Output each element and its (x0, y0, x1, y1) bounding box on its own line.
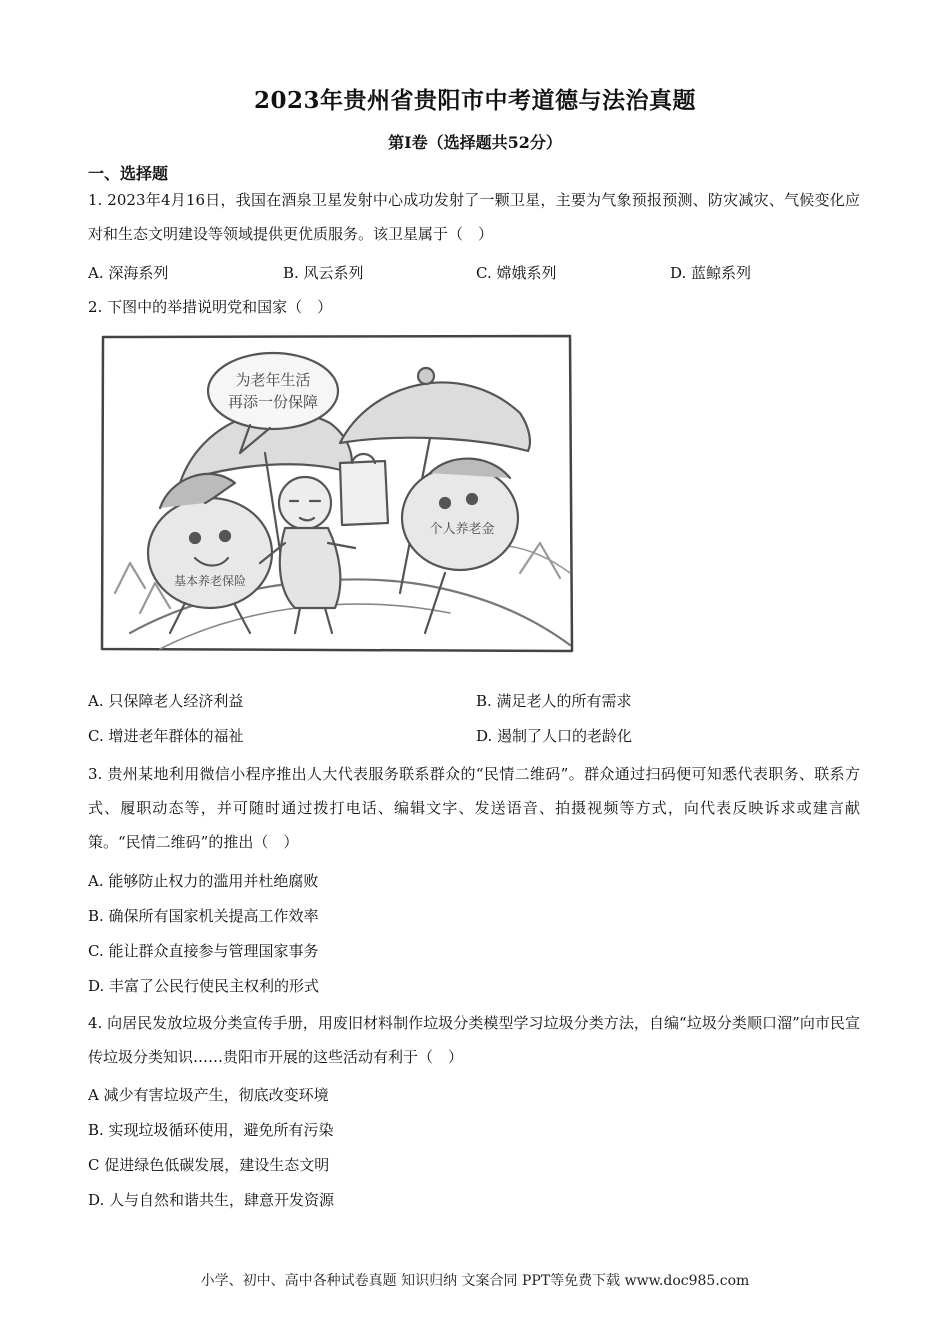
question-2-stem: 2. 下图中的举措说明党和国家（ ） (88, 298, 333, 316)
q4-option-d: D. 人与自然和谐共生，肆意开发资源 (88, 1191, 335, 1209)
q3-option-d: D. 丰富了公民行使民主权利的形式 (88, 977, 320, 995)
q1-option-a: A. 深海系列 (88, 264, 169, 282)
q4-option-b: B. 实现垃圾循环使用，避免所有污染 (88, 1121, 334, 1139)
question-4-stem: 4. 向居民发放垃圾分类宣传手册，用废旧材料制作垃圾分类模型学习垃圾分类方法，自编“垃圾分类顺口溜”向市民宣传垃圾分类知识……贵阳市开展的这些活动有利于（ ） (88, 1014, 860, 1066)
q3-option-b: B. 确保所有国家机关提高工作效率 (88, 907, 319, 925)
bubble-text-line1: 为老年生活 (235, 371, 311, 389)
q2-option-a: A. 只保障老人经济利益 (88, 692, 244, 710)
q3-option-a: A. 能够防止权力的滥用并杜绝腐败 (88, 872, 319, 890)
page-footer: 小学、初中、高中各种试卷真题 知识归纳 文案合同 PPT等免费下载 www.doc985.com (200, 1273, 750, 1289)
question-3-stem: 3. 贵州某地利用微信小程序推出人大代表服务联系群众的“民情二维码”。群众通过扫码便可知悉代表职务、联系方式、履职动态等，并可随时通过拨打电话、编辑文字、发送语音、拍摄视频等方式，向代表反映诉求或建言献策。“民情二维码”的推出（ ） (88, 765, 860, 851)
right-bag-label: 个人养老金 (429, 522, 495, 537)
bubble-text-line2: 再添一份保障 (227, 393, 319, 411)
question-1-stem: 1. 2023年4月16日，我国在酒泉卫星发射中心成功发射了一颗卫星，主要为气象预报预测、防灾减灾、气候变化应对和生态文明建设等领域提供更优质服务。该卫星属于（ ） (88, 191, 860, 243)
section-heading: 一、选择题 (88, 164, 169, 183)
q2-option-d: D. 遏制了人口的老龄化 (476, 727, 633, 745)
q2-option-b: B. 满足老人的所有需求 (476, 692, 632, 710)
q4-option-a: A 减少有害垃圾产生，彻底改变环境 (88, 1086, 329, 1104)
page-title: 2023年贵州省贵阳市中考道德与法治真题 (253, 87, 696, 114)
q3-option-c: C. 能让群众直接参与管理国家事务 (88, 942, 319, 960)
page-subtitle: 第Ⅰ卷（选择题共52分） (388, 133, 562, 152)
q1-option-d: D. 蓝鲸系列 (670, 264, 752, 282)
q4-option-c: C 促进绿色低碳发展，建设生态文明 (88, 1156, 330, 1174)
q2-option-c: C. 增进老年群体的福祉 (88, 727, 244, 745)
q1-option-b: B. 风云系列 (283, 264, 364, 282)
left-bag-label: 基本养老保险 (173, 574, 247, 588)
cartoon-figure (100, 333, 575, 655)
q1-option-c: C. 嫦娥系列 (476, 264, 557, 282)
